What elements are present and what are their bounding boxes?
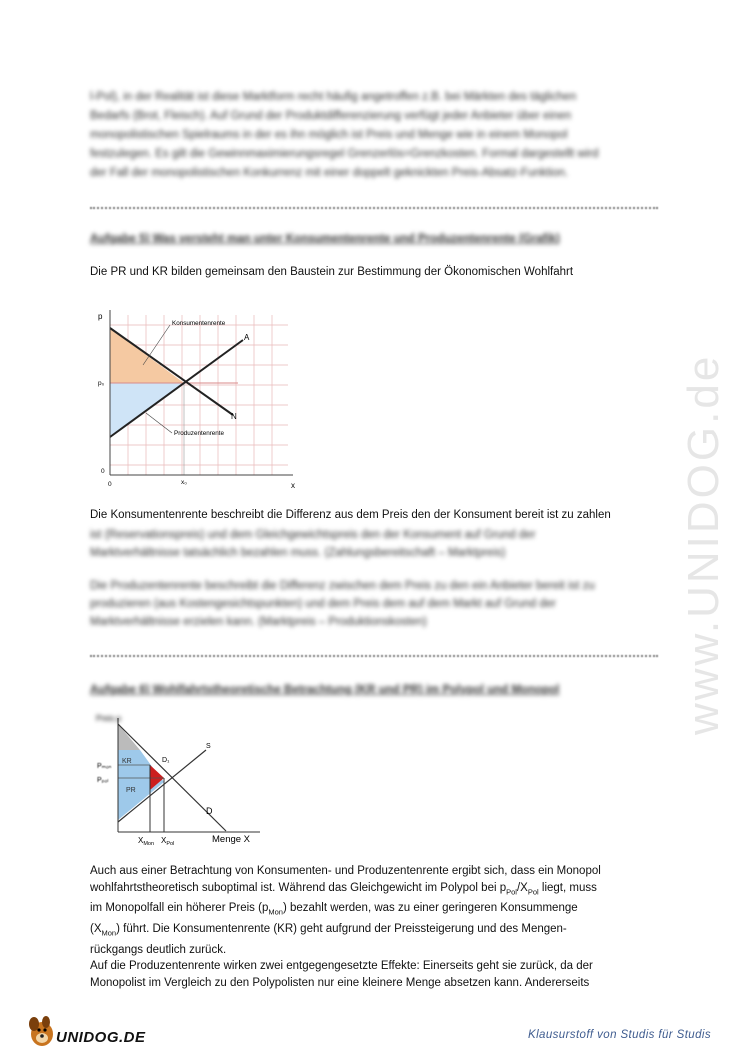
intro-line: Bedarfs (Brot, Fleisch). Auf Grund der Produktdifferenzierung verfügt jeder Anbieter über einen: [90, 110, 572, 122]
pr-label: PR: [126, 787, 136, 794]
task5-heading: Aufgabe 5) Was versteht man unter Konsumentenrente und Produzentenrente (Grafik): [90, 233, 560, 245]
y-axis-label: p: [98, 312, 103, 321]
body-line: Monopolist im Vergleich zu den Polypolisten nur eine kleinere Menge absetzen kann. Andererseits: [90, 976, 590, 989]
ps-line: produzieren (aus Kostengesichtspunkten) und dem Preis dem auf dem Markt auf Grund der: [90, 598, 556, 610]
surplus-chart: [88, 295, 313, 495]
intro-line: festzulegen. Es gilt die Gewinnmaximierungsregel Grenzerlös=Grenzkosten. Formal dargestellt wird: [90, 148, 599, 160]
x-pol-label: $X_{Pol}$: [161, 836, 175, 847]
kr-label: KR: [122, 758, 132, 765]
section-divider: [90, 207, 658, 209]
quantity-label: x₀: [181, 479, 187, 486]
x-axis-label: Menge X: [212, 834, 251, 845]
unidog-logo: [22, 1008, 162, 1053]
s-label: S: [206, 743, 211, 750]
body-line: rückgangs deutlich zurück.: [90, 943, 227, 956]
dog-icon: [29, 1016, 53, 1046]
body-line: im Monopolfall ein höherer Preis $(p_{Mon})$ bezahlt werden, was zu einer geringeren Konsummenge: [90, 902, 578, 917]
body-line: $(X_{Mon})$ führt. Die Konsumentenrente (KR) geht aufgrund der Preissteigerung und des Mengen-: [90, 923, 567, 938]
body-line: Auf die Produzentenrente wirken zwei entgegengesetzte Effekte: Einerseits geht sie zurück, da der: [90, 960, 593, 973]
welfare-chart: [88, 710, 263, 850]
origin-x-label: 0: [108, 481, 112, 488]
ps-line: Marktverhältnisse erzielen kann. (Marktpreis – Produktionskosten): [90, 616, 427, 628]
watermark-text: www.UNIDOG.de: [679, 353, 728, 735]
task6-heading: Aufgabe 6) Wohlfahrtstheoretische Betrachtung (KR und PR) im Polypol und Monopol: [90, 684, 560, 696]
d-label: D: [206, 806, 213, 816]
origin-y-label: 0: [101, 468, 105, 475]
curve-n-label: N: [231, 412, 237, 421]
x-mon-label: $X_{Mon}$: [138, 836, 155, 847]
pmon-label: Pₘₒₙ: [97, 763, 112, 770]
price-label: p₀: [98, 380, 105, 387]
body-paragraph: [90, 863, 665, 991]
ks-sentence: Die Konsumentenrente beschreibt die Differenz aus dem Preis den der Konsument bereit ist zu zahlen: [90, 509, 611, 521]
intro-paragraph: [90, 88, 660, 183]
footer-tagline: Klausurstoff von Studis für Studis: [528, 1029, 711, 1041]
ks-line: ist (Reservationspreis) und dem Gleichgewichtspreis den der Konsument auf Grund der: [90, 529, 536, 541]
consumer-surplus-label: Konsumentenrente: [172, 320, 226, 327]
y-axis-label: Preis p: [96, 714, 121, 723]
x-axis-label: x: [291, 481, 295, 490]
ps-line: Die Produzentenrente beschreibt die Differenz zwischen dem Preis zu den ein Anbieter bereit ist zu: [90, 580, 595, 592]
intro-line: l-Pol), in der Realität ist diese Marktform recht häufig angetroffen z.B. bei Märkten des täglichen: [90, 91, 577, 103]
task5-intro: Die PR und KR bilden gemeinsam den Baustein zur Bestimmung der Ökonomischen Wohlfahrt: [90, 266, 574, 278]
producer-surplus-label: Produzentenrente: [174, 430, 225, 437]
intro-line: monopolistischen Spielraums in der es ihn möglich ist Preis und Menge wie in einem Monopol: [90, 129, 568, 141]
section-divider: [90, 655, 658, 657]
intro-line: der Fall der monopolistischen Konkurrenz mit einer doppelt geknickten Preis-Absatz-Funktion.: [90, 167, 569, 179]
ps-paragraph: [90, 577, 660, 631]
curve-a-label: A: [244, 333, 250, 342]
ks-continuation: [90, 526, 660, 562]
callout-pr: [146, 413, 172, 433]
body-line: wohlfahrtstheoretisch suboptimal ist. Während das Gleichgewicht im Polypol bei $p_{Pol}/X_{Pol}$ liegt, muss: [90, 881, 597, 896]
d1-label: D₁: [162, 757, 170, 764]
ppol-label: Pₚₒₗ: [97, 777, 109, 784]
logo-text: UNIDOG.DE: [56, 1029, 146, 1046]
body-line: Auch aus einer Betrachtung von Konsumenten- und Produzentenrente ergibt sich, dass ein Monopol: [90, 865, 601, 877]
ks-line: Marktverhältnisse tatsächlich bezahlen muss. (Zahlungsbereitschaft – Marktpreis): [90, 547, 506, 559]
